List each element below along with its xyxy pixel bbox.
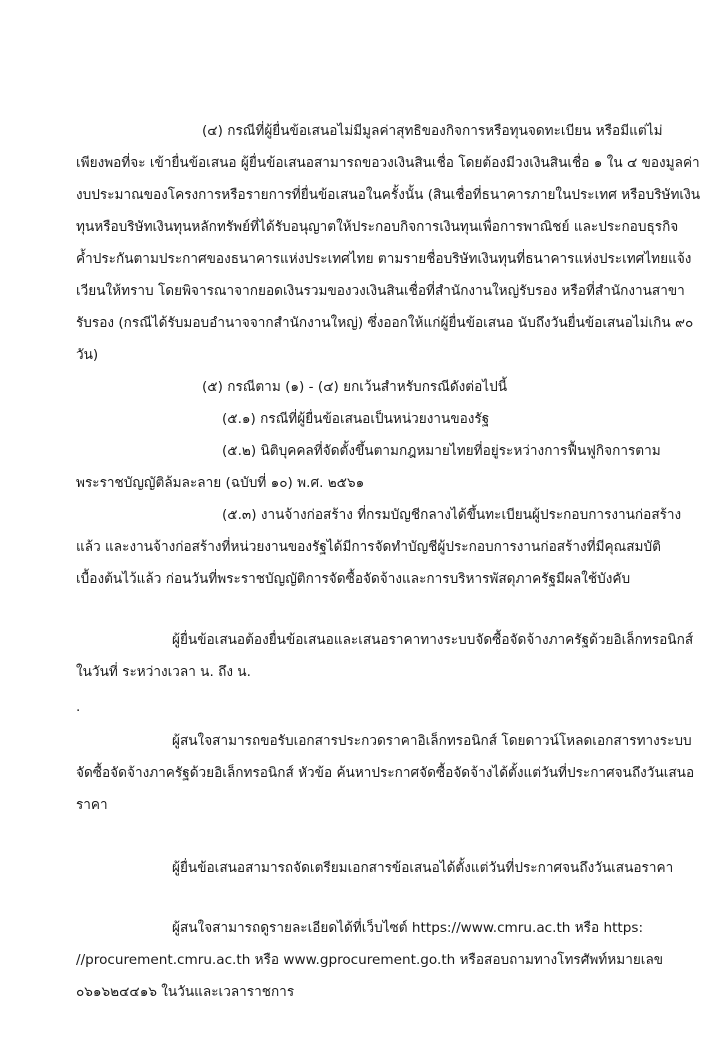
- para5-3-line-1: (๕.๓) งานจ้างก่อสร้าง ที่กรมบัญชีกลางได้ขึ้นทะเบียนผู้ประกอบการงานก่อสร้าง: [222, 507, 682, 523]
- contact-line-2: //procurement.cmru.ac.th หรือ www.gprocurement.go.th หรือสอบถามทางโทรศัพท์หมายเลข: [76, 952, 664, 968]
- stray-dot: .: [76, 699, 81, 715]
- download-line-1: ผู้สนใจสามารถขอรับเอกสารประกวดราคาอิเล็กทรอนิกส์ โดยดาวน์โหลดเอกสารทางระบบ: [172, 733, 692, 749]
- para4-line-7: รับรอง (กรณีได้รับมอบอำนาจจากสำนักงานใหญ่) ซึ่งออกให้แก่ผู้ยื่นข้อเสนอ นับถึงวันยื่นข้อเสนอไม่เกิน ๙๐: [76, 315, 694, 331]
- para4-line-6: เวียนให้ทราบ โดยพิจารณาจากยอดเงินรวมของวงเงินสินเชื่อที่สำนักงานใหญ่รับรอง หรือที่สำนักงานสาขา: [76, 283, 685, 299]
- submission-line-2: ในวันที่ ระหว่างเวลา น. ถึง น.: [76, 664, 251, 680]
- para4-line-1: (๔) กรณีที่ผู้ยื่นข้อเสนอไม่มีมูลค่าสุทธิของกิจการหรือทุนจดทะเบียน หรือมีแต่ไม่: [202, 123, 663, 139]
- para5-heading: (๕) กรณีตาม (๑) - (๔) ยกเว้นสำหรับกรณีดังต่อไปนี้: [202, 379, 508, 395]
- contact-line-1: ผู้สนใจสามารถดูรายละเอียดได้ที่เว็บไซต์ https://www.cmru.ac.th หรือ https:: [172, 920, 644, 936]
- download-line-2: จัดซื้อจัดจ้างภาครัฐด้วยอิเล็กทรอนิกส์ หัวข้อ ค้นหาประกาศจัดซื้อจัดจ้างได้ตั้งแต่วันที่ประกาศจนถึงวันเสนอ: [76, 765, 695, 781]
- para4-line-3: งบประมาณของโครงการหรือรายการที่ยื่นข้อเสนอในครั้งนั้น (สินเชื่อที่ธนาคารภายในประเทศ หรือบริษัทเงิน: [76, 187, 701, 203]
- prepare-line: ผู้ยื่นข้อเสนอสามารถจัดเตรียมเอกสารข้อเสนอได้ตั้งแต่วันที่ประกาศจนถึงวันเสนอราคา: [172, 860, 674, 876]
- para4-line-2: เพียงพอที่จะ เข้ายื่นข้อเสนอ ผู้ยื่นข้อเสนอสามารถขอวงเงินสินเชื่อ โดยต้องมีวงเงินสินเชื่อ ๑ ใน ๔ ของมูลค่า: [76, 155, 700, 171]
- para5-3-line-3: เบื้องต้นไว้แล้ว ก่อนวันที่พระราชบัญญัติการจัดซื้อจัดจ้างและการบริหารพัสดุภาครัฐมีผลใช้บังคับ: [76, 571, 631, 587]
- para4-line-5: ค้ำประกันตามประกาศของธนาคารแห่งประเทศไทย ตามรายชื่อบริษัทเงินทุนที่ธนาคารแห่งประเทศไทยแจ้ง: [76, 251, 692, 267]
- para5-2-line-2: พระราชบัญญัติล้มละลาย (ฉบับที่ ๑๐) พ.ศ. ๒๕๖๑: [76, 475, 365, 491]
- submission-line-1: ผู้ยื่นข้อเสนอต้องยื่นข้อเสนอและเสนอราคาทางระบบจัดซื้อจัดจ้างภาครัฐด้วยอิเล็กทรอนิกส์: [172, 632, 694, 648]
- para5-2-line-1: (๕.๒) นิติบุคคลที่จัดตั้งขึ้นตามกฎหมายไทยที่อยู่ระหว่างการฟื้นฟูกิจการตาม: [222, 443, 661, 459]
- download-line-3: ราคา: [76, 797, 108, 813]
- para4-line-8: วัน): [76, 347, 99, 363]
- para4-line-4: ทุนหรือบริษัทเงินทุนหลักทรัพย์ที่ได้รับอนุญาตให้ประกอบกิจการเงินทุนเพื่อการพาณิชย์ และประกอบธุรกิจ: [76, 219, 679, 235]
- para5-1: (๕.๑) กรณีที่ผู้ยื่นข้อเสนอเป็นหน่วยงานของรัฐ: [222, 411, 490, 427]
- contact-line-3: ๐๖๑๖๒๔๔๑๖ ในวันและเวลาราชการ: [76, 984, 295, 1000]
- para5-3-line-2: แล้ว และงานจ้างก่อสร้างที่หน่วยงานของรัฐได้มีการจัดทำบัญชีผู้ประกอบการงานก่อสร้างที่มีคุณสมบัติ: [76, 539, 661, 555]
